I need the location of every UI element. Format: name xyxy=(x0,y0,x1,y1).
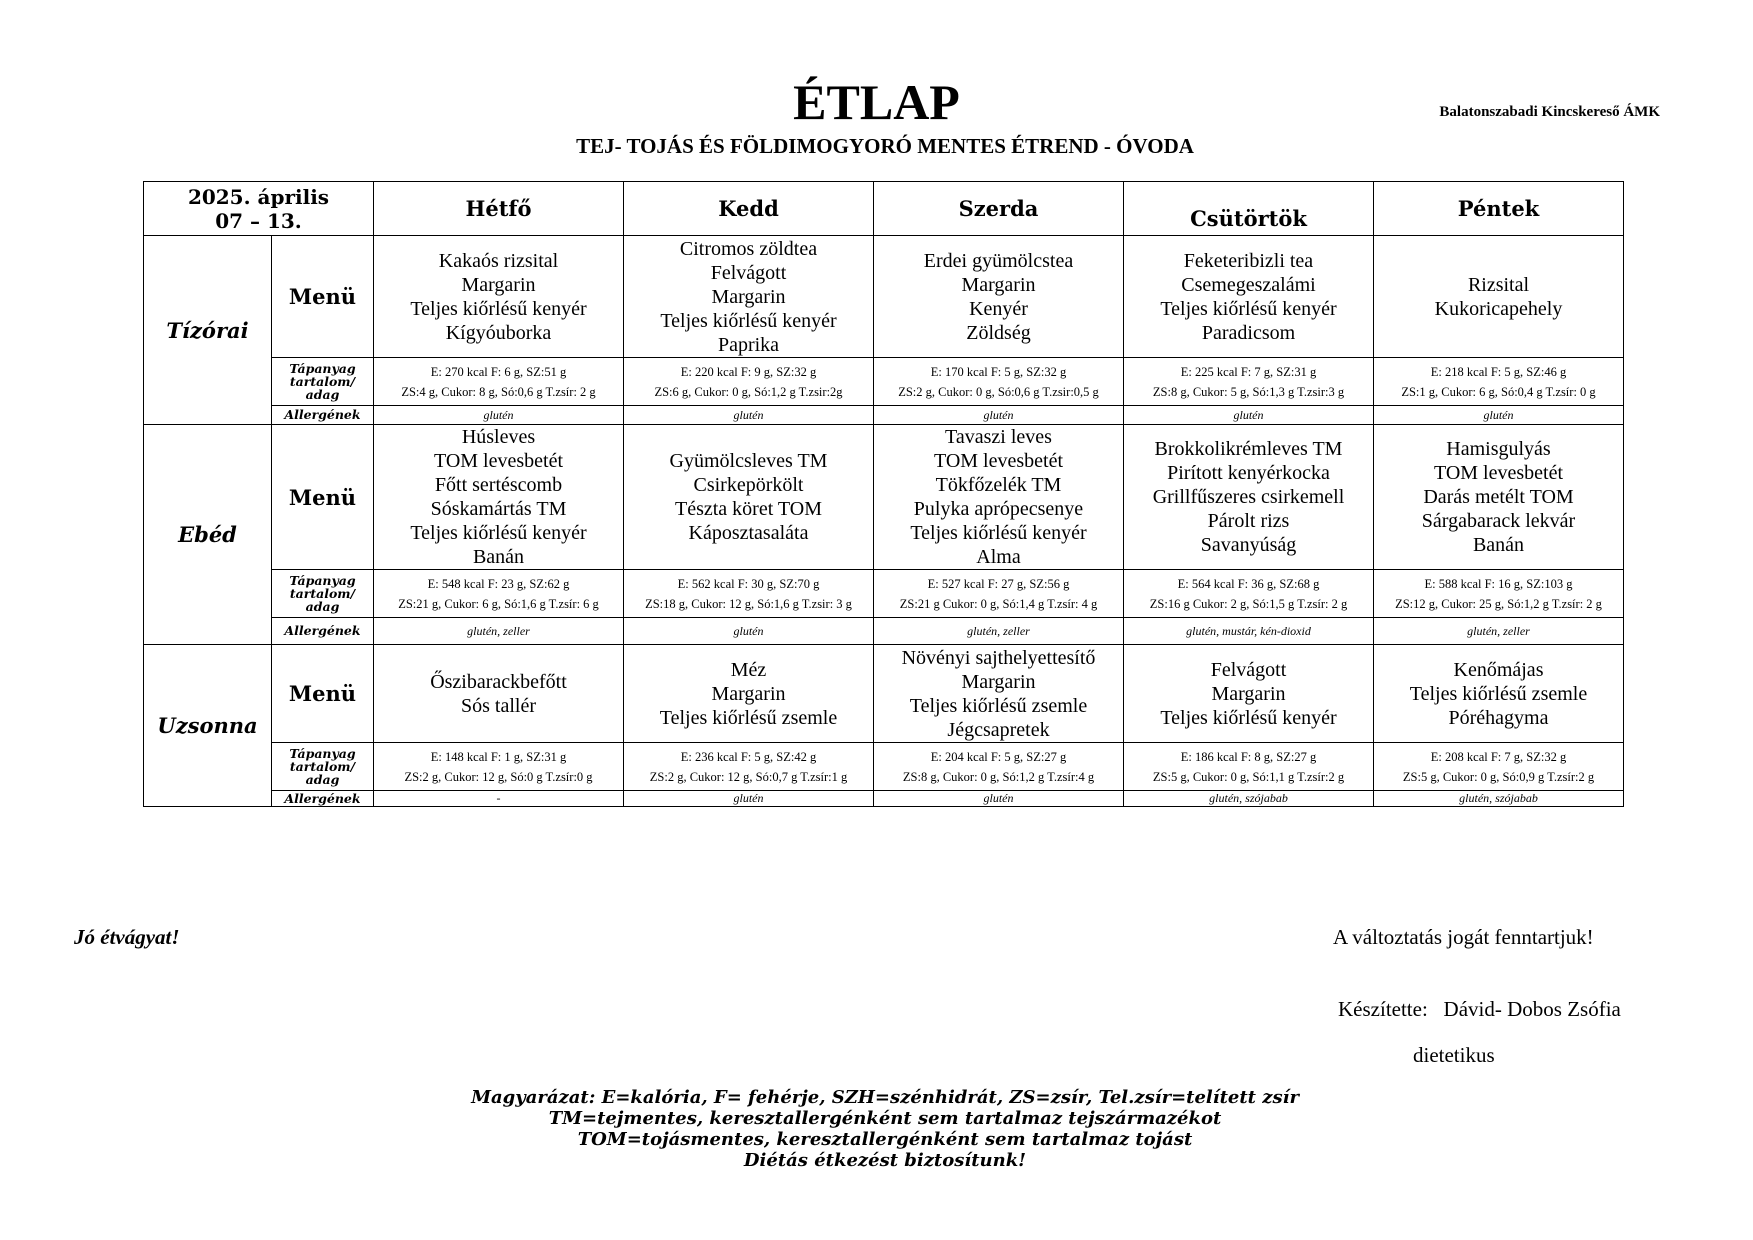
menu-item: Teljes kiőrlésű kenyér xyxy=(410,297,587,320)
menu-cell-friday xyxy=(1374,236,1624,358)
nutrition-line: E: 527 kcal F: 27 g, SZ:56 g xyxy=(927,576,1070,591)
menu-item: Jégcsapretek xyxy=(947,718,1050,741)
menu-item: Sárgabarack lekvár xyxy=(1421,510,1576,532)
nutrition-line: E: 562 kcal F: 30 g, SZ:70 g xyxy=(677,576,820,591)
menu-item: Grillfűszeres csirkemell xyxy=(1152,486,1345,508)
menu-cell-tuesday xyxy=(624,425,874,570)
menu-cell-thursday xyxy=(1124,236,1374,358)
menu-cell-wednesday xyxy=(874,645,1124,743)
menu-item: Teljes kiőrlésű zsemle xyxy=(909,694,1088,717)
nutrition-cell-thursday xyxy=(1124,743,1374,791)
menu-item: Hamisgulyás xyxy=(1446,438,1551,460)
nutrition-cell-wednesday xyxy=(874,743,1124,791)
nutrition-cell-wednesday xyxy=(874,570,1124,618)
menu-item: Párolt rizs xyxy=(1207,510,1290,532)
day-header-wednesday: Szerda xyxy=(874,182,1124,236)
allergen-cell-tuesday: glutén xyxy=(624,791,874,807)
menu-item: Savanyúság xyxy=(1200,534,1297,556)
author-role: dietetikus xyxy=(1413,1043,1495,1067)
row-label-nutrition-line: Tápanyag xyxy=(289,573,356,588)
nutrition-line: E: 548 kcal F: 23 g, SZ:62 g xyxy=(427,576,570,591)
menu-item: Kukoricapehely xyxy=(1434,297,1563,320)
menu-item: Teljes kiőrlésű kenyér xyxy=(1160,706,1337,729)
menu-item: TOM levesbetét xyxy=(433,450,564,472)
allergen-row-ebed xyxy=(144,618,1624,645)
row-label-menu: Menü xyxy=(272,425,374,570)
menu-item: Teljes kiőrlésű kenyér xyxy=(660,309,837,332)
menu-item: Növényi sajthelyettesítő xyxy=(901,646,1096,669)
allergen-cell-wednesday: glutén xyxy=(874,791,1124,807)
menu-item: Póréhagyma xyxy=(1448,706,1549,729)
row-label-nutrition xyxy=(272,743,374,791)
menu-cell-thursday xyxy=(1124,645,1374,743)
menu-item: Paprika xyxy=(717,333,780,356)
menu-row-ebed xyxy=(144,425,1624,570)
menu-item: Margarin xyxy=(711,285,786,308)
row-label-allergens: Allergének xyxy=(272,791,374,807)
nutrition-line: E: 148 kcal F: 1 g, SZ:31 g xyxy=(430,749,567,764)
day-header-tuesday: Kedd xyxy=(624,182,874,236)
disclaimer-text: A változtatás jogát fenntartjuk! xyxy=(1333,925,1594,949)
row-label-nutrition-line: Tápanyag xyxy=(289,361,356,376)
menu-item: Őszibarackbefőtt xyxy=(430,670,567,693)
menu-cell-wednesday xyxy=(874,236,1124,358)
menu-item: Sóskamártás TM xyxy=(430,498,567,520)
menu-cell-monday xyxy=(374,645,624,743)
greeting-text: Jó étvágyat! xyxy=(74,925,180,949)
nutrition-line: ZS:2 g, Cukor: 12 g, Só:0,7 g T.zsír:1 g xyxy=(649,769,848,784)
page-title: ÉTLAP xyxy=(793,74,960,130)
menu-item: Tészta köret TOM xyxy=(674,498,822,520)
allergen-row-tizorai xyxy=(144,406,1624,425)
date-range-cell xyxy=(144,182,374,236)
menu-item: Alma xyxy=(976,546,1021,568)
row-label-nutrition xyxy=(272,358,374,406)
nutrition-line: ZS:2 g, Cukor: 12 g, Só:0 g T.zsír:0 g xyxy=(404,769,593,784)
menu-item: Paradicsom xyxy=(1201,321,1296,344)
row-label-menu: Menü xyxy=(272,645,374,743)
menu-item: Tavaszi leves xyxy=(945,426,1052,448)
author-text: Készítette: Dávid- Dobos Zsófia xyxy=(1338,997,1621,1021)
menu-item: TOM levesbetét xyxy=(1433,462,1564,484)
legend-line: TM=tejmentes, keresztallergénként sem tartalmaz tejszármazékot xyxy=(548,1108,1222,1129)
allergen-cell-thursday: glutén xyxy=(1124,406,1374,425)
menu-item: Felvágott xyxy=(1210,658,1287,681)
menu-item: Kígyóuborka xyxy=(445,321,552,344)
menu-row-uzsonna xyxy=(144,645,1624,743)
nutrition-line: E: 186 kcal F: 8 g, SZ:27 g xyxy=(1180,749,1317,764)
menu-item: Margarin xyxy=(711,682,786,705)
row-label-nutrition-line: adag xyxy=(305,387,340,402)
nutrition-line: ZS:4 g, Cukor: 8 g, Só:0,6 g T.zsír: 2 g xyxy=(401,384,596,399)
nutrition-line: ZS:2 g, Cukor: 0 g, Só:0,6 g T.zsir:0,5 g xyxy=(898,384,1099,399)
legend-line: TOM=tojásmentes, keresztallergénként sem tartalmaz tojást xyxy=(577,1129,1193,1150)
menu-item: Margarin xyxy=(461,273,536,296)
menu-item: Teljes kiőrlésű zsemle xyxy=(659,706,838,729)
nutrition-line: E: 204 kcal F: 5 g, SZ:27 g xyxy=(930,749,1067,764)
nutrition-line: ZS:12 g, Cukor: 25 g, Só:1,2 g T.zsír: 2 g xyxy=(1395,596,1602,611)
menu-item: Kenőmájas xyxy=(1453,658,1544,681)
menu-cell-monday xyxy=(374,425,624,570)
menu-item: Káposztasaláta xyxy=(688,522,809,544)
nutrition-line: E: 208 kcal F: 7 g, SZ:32 g xyxy=(1430,749,1567,764)
menu-item: Méz xyxy=(730,658,767,681)
menu-item: Darás metélt TOM xyxy=(1423,486,1574,508)
nutrition-line: E: 220 kcal F: 9 g, SZ:32 g xyxy=(680,364,817,379)
menu-cell-tuesday xyxy=(624,645,874,743)
allergen-row-uzsonna xyxy=(144,791,1624,807)
legend-line: Diétás étkezést biztosítunk! xyxy=(743,1150,1027,1171)
date-month: 2025. április xyxy=(187,184,330,209)
menu-item: Teljes kiőrlésű kenyér xyxy=(1160,297,1337,320)
nutrition-line: ZS:6 g, Cukor: 0 g, Só:1,2 g T.zsir:2g xyxy=(654,384,843,399)
nutrition-cell-thursday xyxy=(1124,570,1374,618)
menu-item: Banán xyxy=(472,546,525,568)
allergen-cell-monday: glutén xyxy=(374,406,624,425)
nutrition-line: ZS:8 g, Cukor: 0 g, Só:1,2 g T.zsír:4 g xyxy=(902,769,1095,784)
allergen-cell-friday: glutén, zeller xyxy=(1374,618,1624,645)
menu-cell-tuesday xyxy=(624,236,874,358)
menu-item: TOM levesbetét xyxy=(933,450,1064,472)
menu-item: Felvágott xyxy=(710,261,787,284)
menu-item: Sós tallér xyxy=(461,694,536,717)
nutrition-row-uzsonna xyxy=(144,743,1624,791)
nutrition-line: E: 170 kcal F: 5 g, SZ:32 g xyxy=(930,364,1067,379)
nutrition-line: ZS:18 g, Cukor: 12 g, Só:1,6 g T.zsir: 3 g xyxy=(645,596,852,611)
nutrition-line: E: 236 kcal F: 5 g, SZ:42 g xyxy=(680,749,817,764)
institution-name: Balatonszabadi Kincskereső ÁMK xyxy=(1439,104,1660,120)
nutrition-cell-monday xyxy=(374,570,624,618)
nutrition-row-ebed xyxy=(144,570,1624,618)
row-label-nutrition-line: adag xyxy=(305,599,340,614)
allergen-cell-monday: glutén, zeller xyxy=(374,618,624,645)
nutrition-cell-tuesday xyxy=(624,358,874,406)
nutrition-cell-friday xyxy=(1374,743,1624,791)
row-label-nutrition-line: tartalom/ xyxy=(289,586,356,601)
row-label-nutrition-line: tartalom/ xyxy=(289,374,356,389)
nutrition-line: E: 218 kcal F: 5 g, SZ:46 g xyxy=(1430,364,1567,379)
legend-line: Magyarázat: E=kalória, F= fehérje, SZH=szénhidrát, ZS=zsír, Tel.zsír=telített zsír xyxy=(471,1087,1299,1108)
menu-item: Margarin xyxy=(961,273,1036,296)
menu-row-tizorai xyxy=(144,236,1624,358)
menu-cell-thursday xyxy=(1124,425,1374,570)
allergen-cell-thursday: glutén, szójabab xyxy=(1124,791,1374,807)
allergen-cell-tuesday: glutén xyxy=(624,406,874,425)
menu-item: Citromos zöldtea xyxy=(679,237,818,260)
nutrition-cell-thursday xyxy=(1124,358,1374,406)
menu-item: Kakaós rizsital xyxy=(438,249,559,272)
row-label-allergens: Allergének xyxy=(272,406,374,425)
nutrition-cell-monday xyxy=(374,358,624,406)
nutrition-cell-wednesday xyxy=(874,358,1124,406)
menu-cell-friday xyxy=(1374,645,1624,743)
nutrition-line: ZS:21 g, Cukor: 6 g, Só:1,6 g T.zsír: 6 g xyxy=(398,596,599,611)
row-label-nutrition-line: tartalom/ xyxy=(289,759,356,774)
nutrition-line: ZS:5 g, Cukor: 0 g, Só:1,1 g T.zsír:2 g xyxy=(1152,769,1345,784)
page-subtitle: TEJ- TOJÁS ÉS FÖLDIMOGYORÓ MENTES ÉTREND - ÓVODA xyxy=(576,134,1194,158)
menu-item: Pirított kenyérkocka xyxy=(1167,462,1330,484)
nutrition-row-tizorai xyxy=(144,358,1624,406)
allergen-cell-wednesday: glutén, zeller xyxy=(874,618,1124,645)
menu-item: Erdei gyümölcstea xyxy=(923,249,1074,272)
meal-name-tizorai: Tízórai xyxy=(144,236,272,425)
nutrition-cell-tuesday xyxy=(624,743,874,791)
date-days: 07 – 13. xyxy=(215,208,302,233)
menu-item: Teljes kiőrlésű zsemle xyxy=(1409,682,1588,705)
allergen-cell-wednesday: glutén xyxy=(874,406,1124,425)
allergen-cell-tuesday: glutén xyxy=(624,618,874,645)
row-label-nutrition-line: Tápanyag xyxy=(289,746,356,761)
nutrition-line: ZS:21 g Cukor: 0 g, Só:1,4 g T.zsír: 4 g xyxy=(899,596,1098,611)
menu-item: Csemegeszalámi xyxy=(1181,273,1316,296)
nutrition-line: ZS:8 g, Cukor: 5 g, Só:1,3 g T.zsir:3 g xyxy=(1152,384,1345,399)
menu-item: Kenyér xyxy=(969,297,1028,320)
menu-item: Rizsital xyxy=(1467,273,1530,296)
allergen-cell-friday: glutén xyxy=(1374,406,1624,425)
nutrition-line: E: 564 kcal F: 36 g, SZ:68 g xyxy=(1177,576,1320,591)
day-header-thursday: Csütörtök xyxy=(1124,182,1374,236)
menu-item: Brokkolikrémleves TM xyxy=(1154,438,1343,460)
nutrition-line: E: 270 kcal F: 6 g, SZ:51 g xyxy=(430,364,567,379)
menu-item: Tökfőzelék TM xyxy=(935,474,1062,496)
nutrition-cell-monday xyxy=(374,743,624,791)
menu-cell-friday xyxy=(1374,425,1624,570)
nutrition-cell-tuesday xyxy=(624,570,874,618)
row-label-nutrition-line: adag xyxy=(305,772,340,787)
menu-item: Csirkepörkölt xyxy=(693,474,804,496)
allergen-cell-friday: glutén, szójabab xyxy=(1374,791,1624,807)
nutrition-line: ZS:5 g, Cukor: 0 g, Só:0,9 g T.zsír:2 g xyxy=(1402,769,1595,784)
nutrition-cell-friday xyxy=(1374,570,1624,618)
row-label-allergens: Allergének xyxy=(272,618,374,645)
day-header-friday: Péntek xyxy=(1374,182,1624,236)
menu-item: Banán xyxy=(1472,534,1525,556)
legend-block xyxy=(0,1087,1753,1171)
allergen-cell-monday: - xyxy=(374,791,624,807)
menu-item: Pulyka aprópecsenye xyxy=(913,498,1084,520)
menu-item: Feketeribizli tea xyxy=(1183,249,1314,272)
menu-item: Zöldség xyxy=(966,321,1031,344)
allergen-cell-thursday: glutén, mustár, kén-dioxid xyxy=(1124,618,1374,645)
menu-item: Főtt sertéscomb xyxy=(434,474,563,496)
day-header-monday: Hétfő xyxy=(374,182,624,236)
menu-item: Teljes kiőrlésű kenyér xyxy=(410,522,587,544)
menu-item: Margarin xyxy=(1211,682,1286,705)
menu-cell-wednesday xyxy=(874,425,1124,570)
table-header-row xyxy=(144,182,1624,236)
meal-name-ebed: Ebéd xyxy=(144,425,272,645)
nutrition-cell-friday xyxy=(1374,358,1624,406)
menu-item: Teljes kiőrlésű kenyér xyxy=(910,522,1087,544)
meal-name-uzsonna: Uzsonna xyxy=(144,645,272,807)
row-label-nutrition xyxy=(272,570,374,618)
row-label-menu: Menü xyxy=(272,236,374,358)
menu-table xyxy=(143,181,1624,807)
nutrition-line: ZS:16 g Cukor: 2 g, Só:1,5 g T.zsír: 2 g xyxy=(1149,596,1348,611)
menu-item: Gyümölcsleves TM xyxy=(669,450,828,472)
nutrition-line: ZS:1 g, Cukor: 6 g, Só:0,4 g T.zsír: 0 g xyxy=(1401,384,1596,399)
menu-item: Húsleves xyxy=(461,426,536,448)
menu-item: Margarin xyxy=(961,670,1036,693)
nutrition-line: E: 588 kcal F: 16 g, SZ:103 g xyxy=(1424,576,1573,591)
nutrition-line: E: 225 kcal F: 7 g, SZ:31 g xyxy=(1180,364,1317,379)
menu-cell-monday xyxy=(374,236,624,358)
